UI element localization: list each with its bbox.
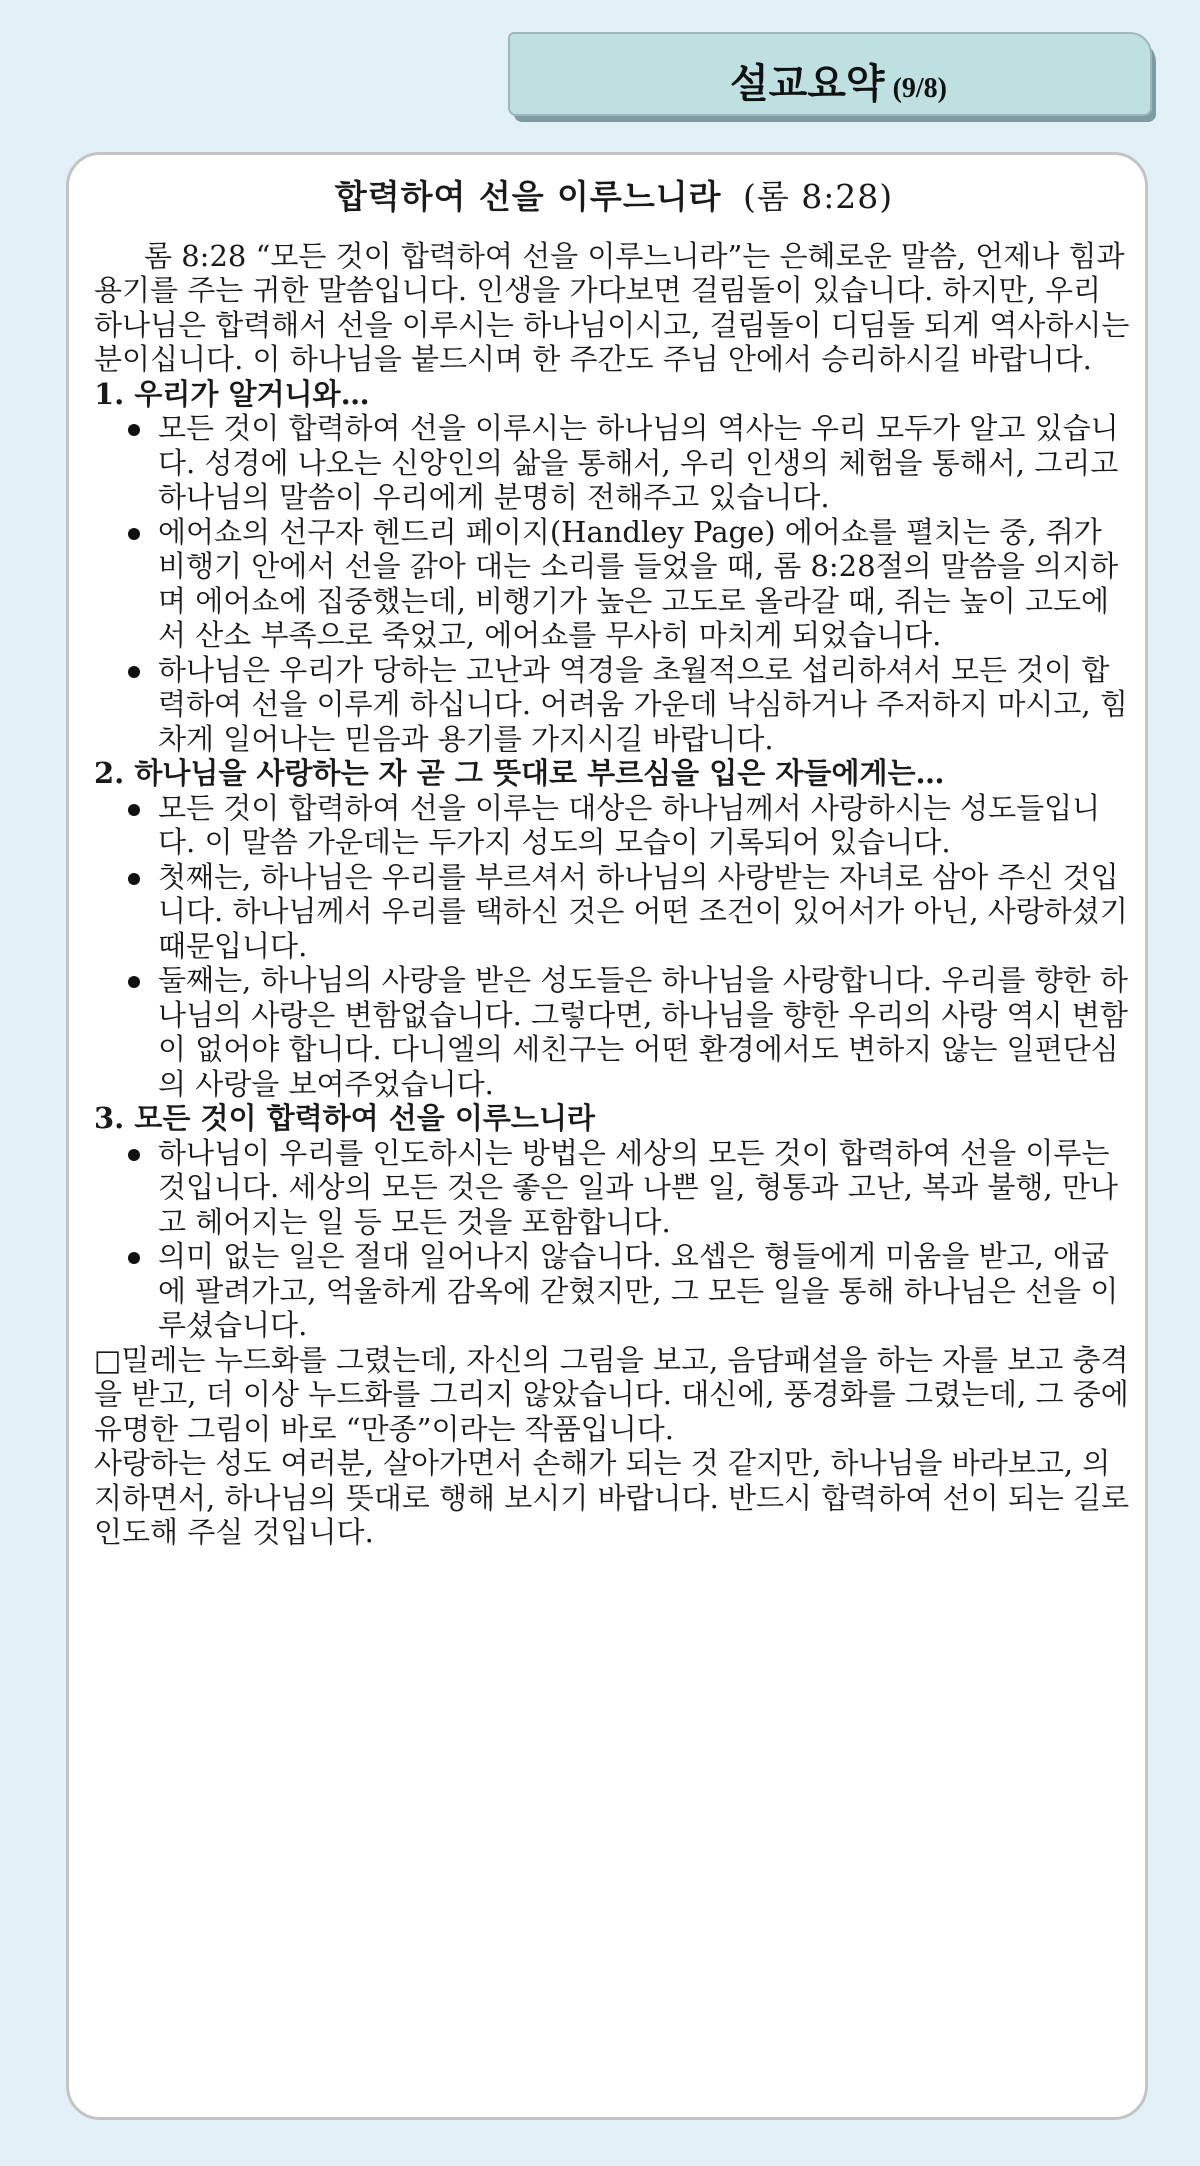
section-3-list	[94, 1136, 1134, 1343]
header-title	[730, 52, 947, 109]
list-item: 둘째는, 하나님의 사랑을 받은 성도들은 하나님을 사랑합니다. 우리를 향한 하나님의 사랑은 변함없습니다. 그렇다면, 하나님을 향한 우리의 사랑 역시 변함이 없어야 합니다. 다니엘의 세친구는 어떤 환경에서도 변하지 않는 일편단심의 사랑을 보여주었습니다.	[158, 963, 1134, 1101]
section-2-heading: 2. 하나님을 사랑하는 자 곧 그 뜻대로 부르심을 입은 자들에게는…	[94, 756, 945, 790]
section-1-list	[94, 411, 1134, 756]
list-item: 하나님은 우리가 당하는 고난과 역경을 초월적으로 섭리하셔서 모든 것이 합력하여 선을 이루게 하십니다. 어려움 가운데 낙심하거나 주저하지 마시고, 힘차게 일어나는 믿음과 용기를 가지시길 바랍니다.	[158, 653, 1134, 757]
list-item: 의미 없는 일은 절대 일어나지 않습니다. 요셉은 형들에게 미움을 받고, 애굽에 팔려가고, 억울하게 감옥에 갇혔지만, 그 모든 일을 통해 하나님은 선을 이루셨습니다.	[158, 1239, 1134, 1343]
list-item: 하나님이 우리를 인도하시는 방법은 세상의 모든 것이 합력하여 선을 이루는 것입니다. 세상의 모든 것은 좋은 일과 나쁜 일, 형통과 고난, 복과 불행, 만나고 헤어지는 일 등 모든 것을 포함합니다.	[158, 1136, 1134, 1240]
intro-paragraph: 롬 8:28 “모든 것이 합력하여 선을 이루느니라”는 은혜로운 말씀, 언제나 힘과 용기를 주는 귀한 말씀입니다. 인생을 가다보면 걸림돌이 있습니다. 하지만, 우리 하나님은 합력해서 선을 이루시는 하나님이시고, 걸림돌이 디딤돌 되게 역사하시는 분이십니다. 이 하나님을 붙드시며 한 주간도 주님 안에서 승리하시길 바랍니다.	[94, 238, 1130, 376]
sermon-reference: (롬 8:28)	[742, 177, 894, 216]
sermon-title-text: 합력하여 선을 이루느니라	[334, 177, 722, 216]
section-3-heading: 3. 모든 것이 합력하여 선을 이루느니라	[94, 1101, 595, 1135]
header-date: (9/8)	[892, 73, 947, 104]
closing-paragraph-1: □밀레는 누드화를 그렸는데, 자신의 그림을 보고, 음담패설을 하는 자를 보고 충격을 받고, 더 이상 누드화를 그리지 않았습니다. 대신에, 풍경화를 그렸는데, 그 중에 유명한 그림이 바로 “만종”이라는 작품입니다.	[94, 1342, 1129, 1446]
list-item: 에어쇼의 선구자 헨드리 페이지(Handley Page) 에어쇼를 펼치는 중, 쥐가 비행기 안에서 선을 갉아 대는 소리를 들었을 때, 롬 8:28절의 말씀을 의지하며 에어쇼에 집중했는데, 비행기가 높은 고도로 올라갈 때, 쥐는 높이 고도에서 산소 부족으로 죽었고, 에어쇼를 무사히 마치게 되었습니다.	[158, 515, 1134, 653]
closing-paragraph-2: 사랑하는 성도 여러분, 살아가면서 손해가 되는 것 같지만, 하나님을 바라보고, 의지하면서, 하나님의 뜻대로 행해 보시기 바랍니다. 반드시 합력하여 선이 되는 길로 인도해 주실 것입니다.	[94, 1446, 1130, 1549]
list-item: 모든 것이 합력하여 선을 이루시는 하나님의 역사는 우리 모두가 알고 있습니다. 성경에 나오는 신앙인의 삶을 통해서, 우리 인생의 체험을 통해서, 그리고 하나님의 말씀이 우리에게 분명히 전해주고 있습니다.	[158, 411, 1134, 515]
list-item: 모든 것이 합력하여 선을 이루는 대상은 하나님께서 사랑하시는 성도들입니다. 이 말씀 가운데는 두가지 성도의 모습이 기록되어 있습니다.	[158, 791, 1134, 860]
section-2-list	[94, 791, 1134, 1102]
header-title-text: 설교요약	[730, 61, 885, 107]
section-1-heading: 1. 우리가 알거니와…	[94, 376, 370, 411]
sermon-content	[94, 177, 1134, 1550]
list-item: 첫째는, 하나님은 우리를 부르셔서 하나님의 사랑받는 자녀로 삼아 주신 것입니다. 하나님께서 우리를 택하신 것은 어떤 조건이 있어서가 아닌, 사랑하셨기 때문입니다.	[158, 860, 1134, 964]
sermon-title	[94, 177, 1134, 216]
